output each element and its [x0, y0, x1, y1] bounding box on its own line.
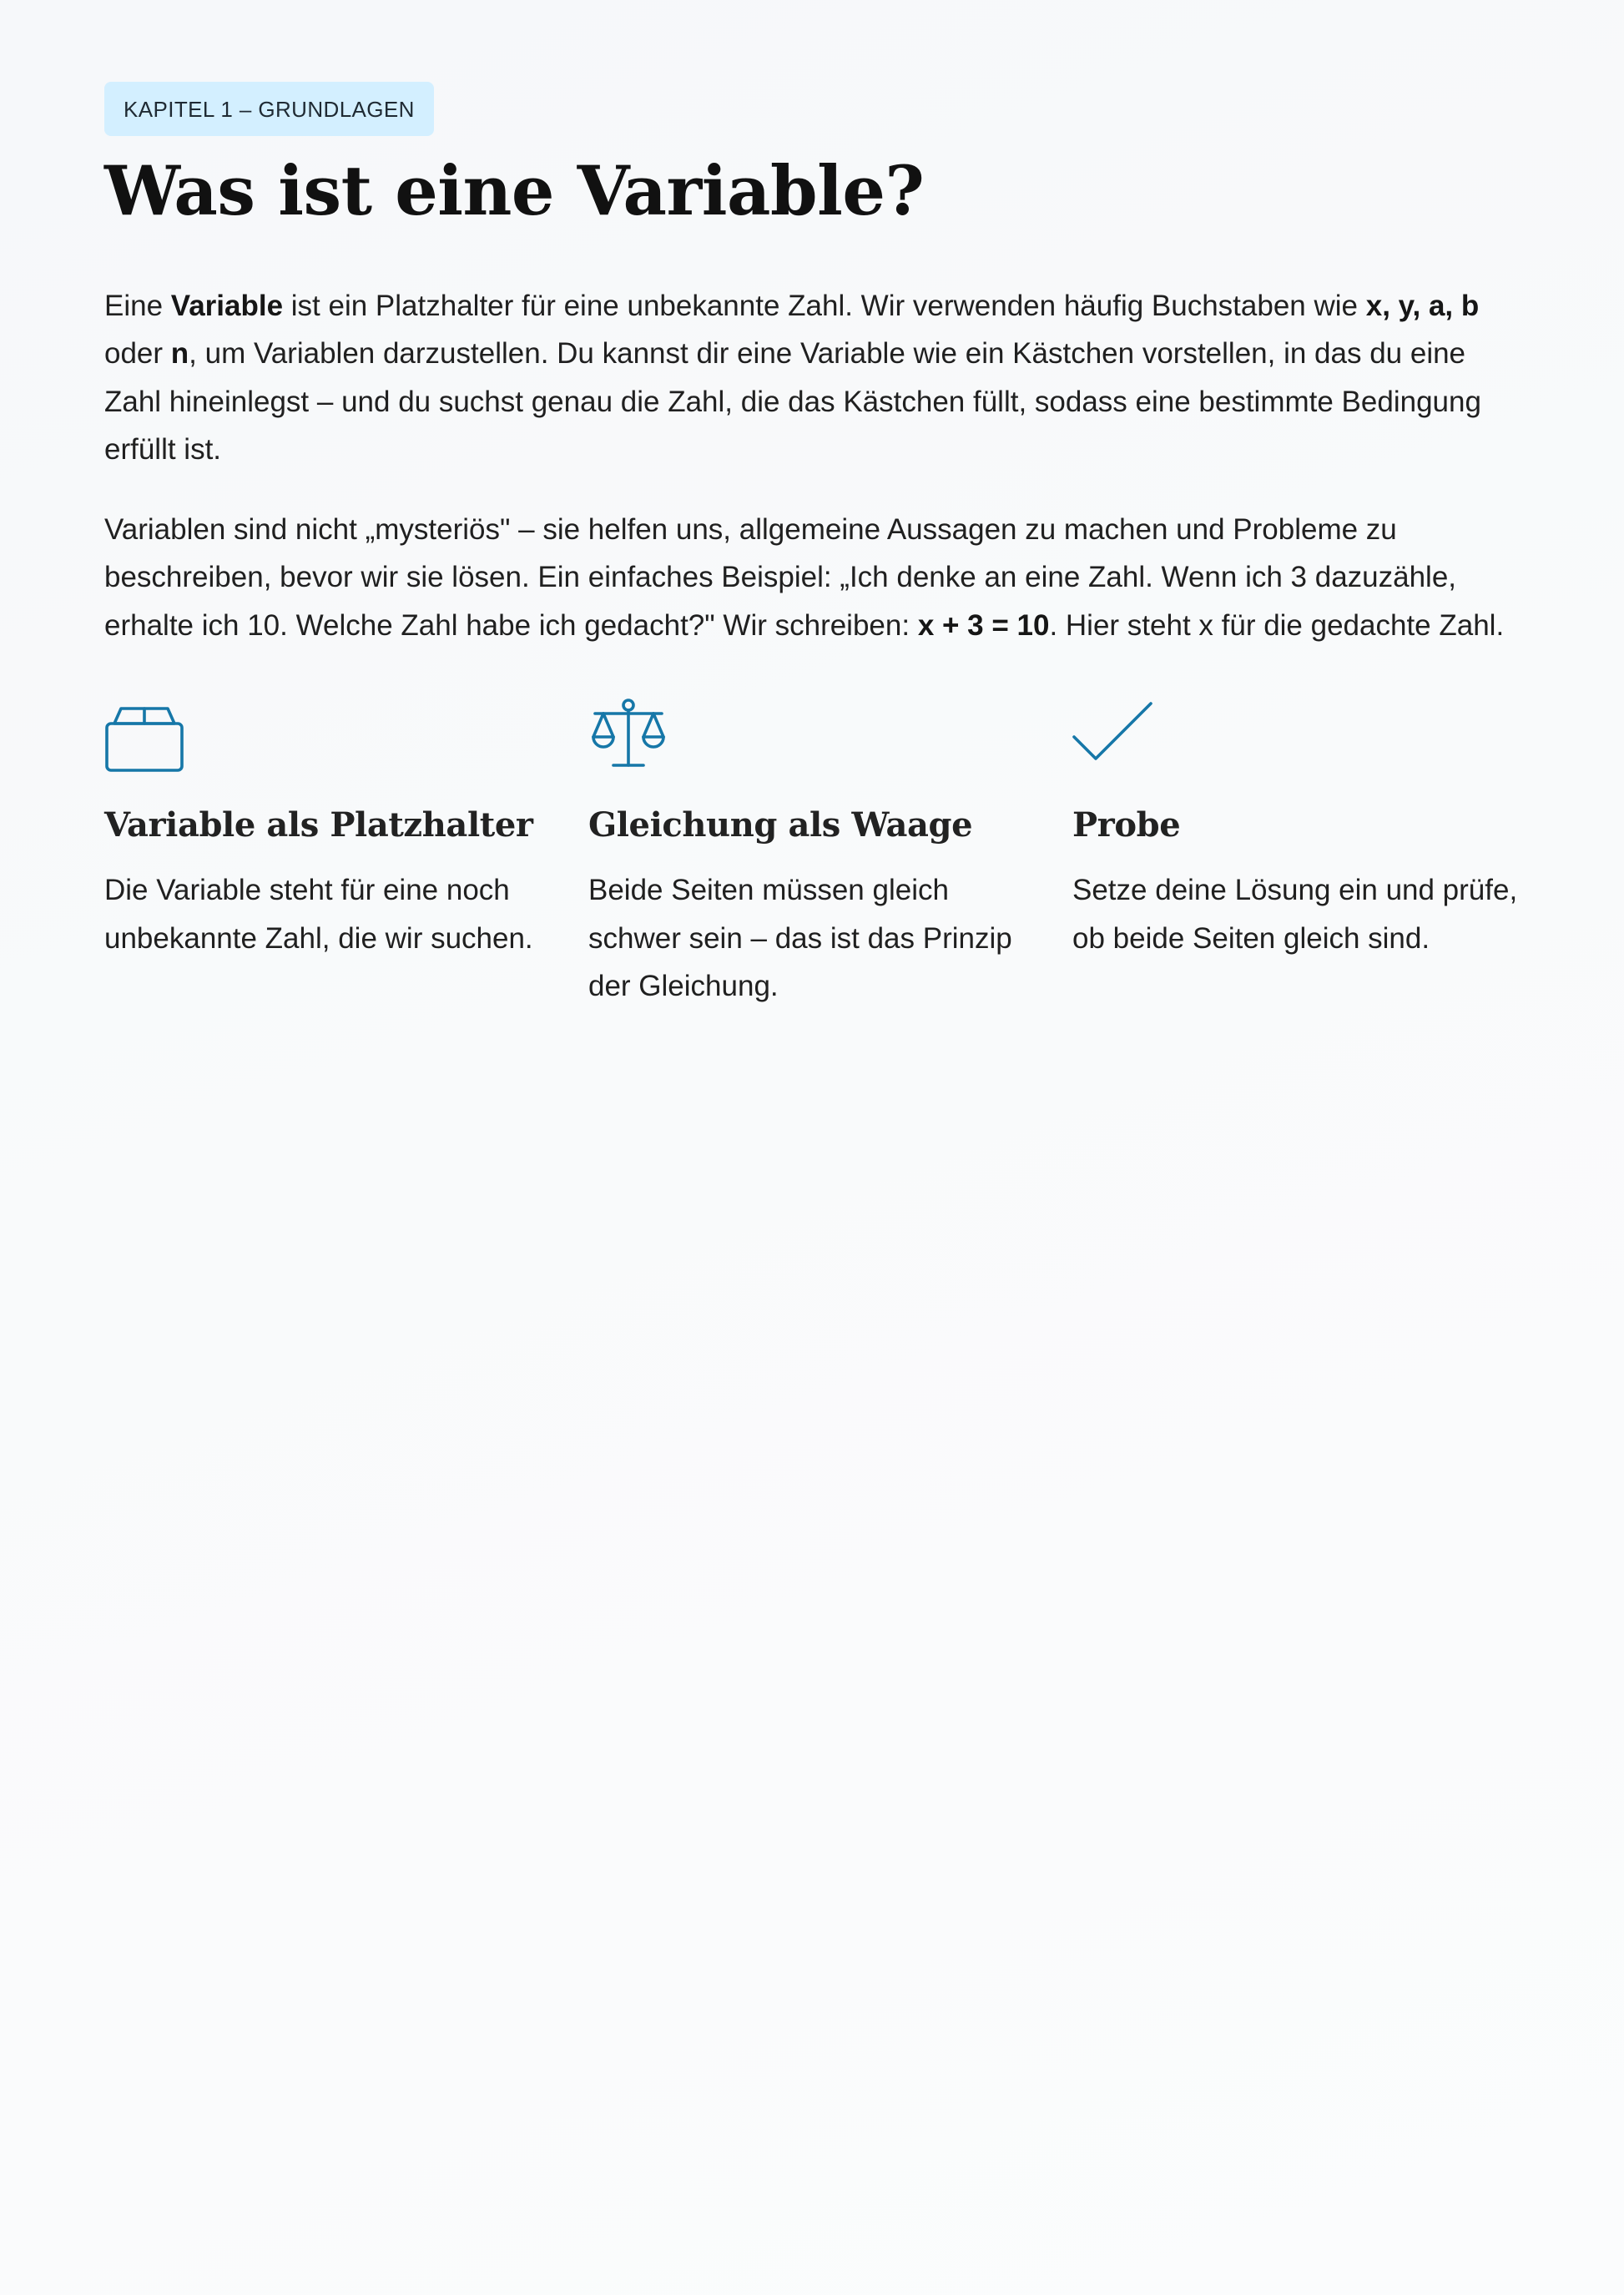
- feature-text: Die Variable steht für eine noch unbekannte Zahl, die wir suchen.: [104, 874, 533, 955]
- bold-term-n: n: [170, 337, 189, 371]
- box-icon: [104, 695, 184, 775]
- feature-placeholder: [104, 695, 588, 1011]
- page-title: Was ist eine Variable?: [104, 152, 925, 231]
- text-run: , um Variablen darzustellen. Du kannst dir eine Variable wie ein Kästchen vorstellen, in das du eine Zahl hineinlegst – und du suchst genau die Zahl, die das Kästchen füllt, sodass eine bestimmte Bedingung erfüllt ist.: [104, 337, 1481, 467]
- chapter-badge: KAPITEL 1 – GRUNDLAGEN: [104, 82, 434, 136]
- feature-title: Probe: [1072, 805, 1181, 845]
- feature-check: [1072, 695, 1556, 1011]
- text-run: ist ein Platzhalter für eine unbekannte Zahl. Wir verwenden häufig Buchstaben wie: [283, 289, 1366, 322]
- feature-title: Variable als Platzhalter: [104, 805, 533, 845]
- scale-icon: [588, 695, 668, 775]
- text-run: Variablen sind nicht „mysteriös" – sie helfen uns, allgemeine Aussagen zu machen und Probleme zu beschreiben, bevor wir sie lösen. Ein einfaches Beispiel: „Ich denke an eine Zahl. Wenn ich 3 dazuzähle, erhalte ich 10. Welche Zahl habe ich gedacht?" Wir schreiben:: [104, 512, 1457, 642]
- bold-equation: x + 3 = 10: [917, 608, 1050, 642]
- intro-paragraph-2: [104, 506, 1520, 650]
- feature-text: Beide Seiten müssen gleich schwer sein – das ist das Prinzip der Gleichung.: [588, 874, 1012, 1003]
- bold-term-letters: x, y, a, b: [1365, 289, 1480, 322]
- feature-title: Gleichung als Waage: [588, 805, 973, 845]
- feature-balance: [588, 695, 1072, 1011]
- text-run: oder: [104, 337, 171, 371]
- checkmark-icon: [1072, 695, 1152, 775]
- text-run: Eine: [104, 289, 171, 322]
- feature-row: [104, 695, 1556, 1011]
- text-run: . Hier steht x für die gedachte Zahl.: [1049, 608, 1505, 642]
- feature-text: Setze deine Lösung ein und prüfe, ob beide Seiten gleich sind.: [1072, 874, 1518, 955]
- intro-paragraph-1: [104, 282, 1520, 474]
- bold-term-variable: Variable: [170, 289, 284, 322]
